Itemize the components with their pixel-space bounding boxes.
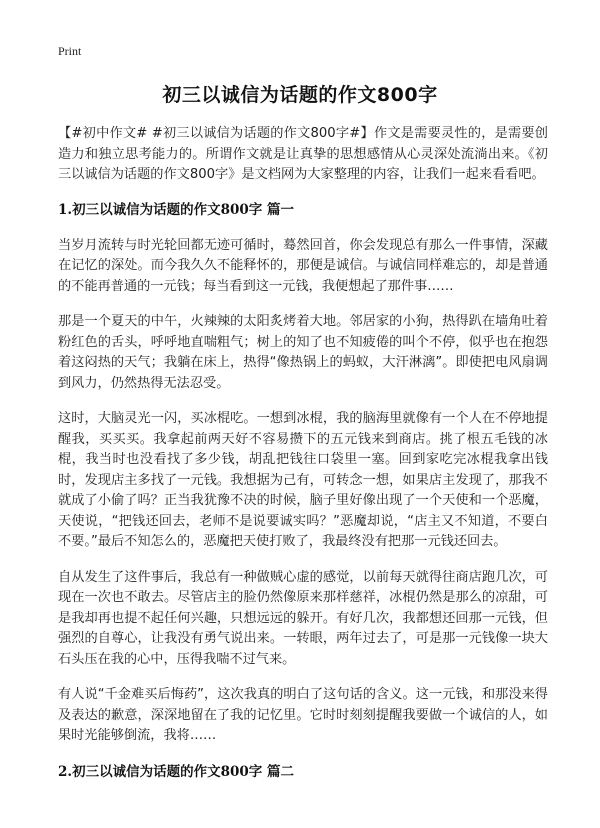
paragraph: 那是一个夏天的中午，火辣辣的太阳炙烤着大地。邻居家的小狗，热得趴在墙角吐着粉红色的舌头，呼呼地直喘粗气；树上的知了也不知疲倦的叫个不停，似乎也在抱怨着这闷热的天气；我躺在床上，热得“像热锅上的蚂蚁，大汗淋漓”。即使把电风扇调到风力，仍然热得无法忍受。 [58,314,548,391]
paragraph: 这时，大脑灵光一闪，买冰棍吃。一想到冰棍，我的脑海里就像有一个人在不停地提醒我，买买买。我拿起前两天好不容易攒下的五元钱来到商店。挑了根五毛钱的冰棍，我当时也没看找了多少钱，胡乱把钱往口袋里一塞。回到家吃完冰棍我拿出钱时，发现店主多找了一元钱。我想据为己有，可转念一想，如果店主发现了，那我不就成了小偷了吗？正当我犹豫不决的时候，脑子里好像出现了一个天使和一个恶魔，天使说，“把钱还回去，老师不是说要诚实吗？”恶魔却说，“店主又不知道，不要白不要。”最后不知怎么的，恶魔把天使打败了，我最终没有把那一元钱还回去。 [58,411,548,549]
section-2 [58,762,548,782]
section-1 [58,200,548,747]
section-heading: 1.初三以诚信为话题的作文800字 篇一 [58,201,294,218]
article-body [58,124,548,798]
paragraph: 当岁月流转与时光轮回都无迹可循时，蓦然回首，你会发现总有那么一件事情，深藏在记忆的深处。而今我久久不能释怀的，那便是诚信。与诚信同样难忘的，却是普通的不能再普通的一元钱；每当看到这一元钱，我便想起了那件事…… [58,237,548,294]
paragraph: 有人说“千金难买后悔药”，这次我真的明白了这句话的含义。这一元钱，和那没来得及表达的歉意，深深地留在了我的记忆里。它时时刻刻提醒我要做一个诚信的人，如果时光能够倒流，我将…… [58,687,548,743]
intro-paragraph: 【#初中作文# #初三以诚信为话题的作文800字#】作文是需要灵性的，是需要创造力和独立思考能力的。所谓作文就是让真挚的思想感情从心灵深处流淌出来。《初三以诚信为话题的作文800字》是文档网为大家整理的内容，让我们一起来看看吧。 [58,126,548,182]
paragraph: 自从发生了这件事后，我总有一种做贼心虚的感觉，以前每天就得往商店跑几次，可现在一次也不敢去。尽管店主的脸仍然像原来那样慈祥，冰棍仍然是那么的凉甜，可是我却再也提不起任何兴趣，只想远远的躲开。有好几次，我都想还回那一元钱，但强烈的自尊心，让我没有勇气说出来。一转眼，两年过去了，可是那一元钱像一块大石头压在我的心中，压得我喘不过气来。 [58,569,548,667]
page-title: 初三以诚信为话题的作文800字 [162,84,438,106]
print-label[interactable]: Print [58,44,82,58]
section-heading: 2.初三以诚信为话题的作文800字 篇二 [58,763,294,780]
